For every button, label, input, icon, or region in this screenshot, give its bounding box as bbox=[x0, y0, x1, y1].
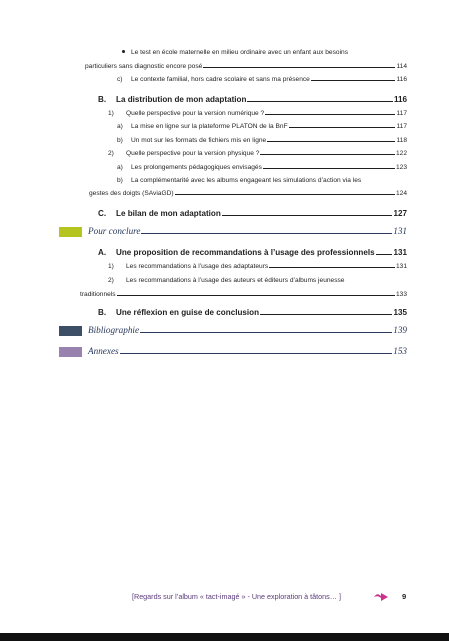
toc-page-number: 118 bbox=[396, 137, 407, 144]
toc-entry-complementarite[interactable] bbox=[117, 177, 361, 184]
toc-number: c) bbox=[117, 76, 123, 83]
toc-number: 1) bbox=[108, 263, 114, 270]
toc-label: Les recommandations à l’usage des auteurs et éditeurs d’albums jeunesse bbox=[126, 277, 345, 284]
toc-page-number: 124 bbox=[395, 190, 407, 197]
toc-label: La mise en ligne sur la plateforme PLATON de la BnF bbox=[131, 123, 288, 130]
toc-page-number: 122 bbox=[395, 150, 407, 157]
toc-entry-auteurs-editeurs-cont[interactable] bbox=[80, 291, 407, 298]
leader-line bbox=[263, 168, 395, 169]
leader-line bbox=[140, 332, 392, 333]
toc-number: a) bbox=[117, 123, 123, 130]
toc-page-number: 116 bbox=[393, 95, 407, 104]
toc-label: Quelle perspective pour la version numérique ? bbox=[126, 110, 265, 117]
toc-entry-adaptateurs[interactable] bbox=[108, 263, 407, 270]
toc-page-number: 139 bbox=[393, 325, 407, 335]
leader-line bbox=[222, 215, 393, 216]
bullet-icon bbox=[122, 50, 125, 53]
toc-page-number: 135 bbox=[393, 308, 407, 317]
leader-line bbox=[120, 353, 393, 354]
toc-number: 2) bbox=[108, 277, 114, 284]
leader-line bbox=[175, 194, 395, 195]
toc-page-number: 127 bbox=[393, 209, 407, 218]
toc-entry-platon[interactable] bbox=[117, 123, 407, 130]
leader-line bbox=[267, 141, 395, 142]
toc-label: Le contexte familial, hors cadre scolaire et sans ma présence bbox=[131, 76, 310, 83]
toc-entry-test-ecole-cont[interactable] bbox=[85, 63, 407, 70]
toc-entry-perspective-physique[interactable] bbox=[108, 150, 407, 157]
toc-number: a) bbox=[117, 164, 123, 171]
toc-number: b) bbox=[117, 137, 123, 144]
toc-entry-contexte-familial[interactable] bbox=[117, 76, 407, 83]
toc-page-number: 131 bbox=[393, 248, 407, 257]
toc-label: particuliers sans diagnostic encore posé bbox=[85, 63, 203, 70]
toc-label: Bibliographie bbox=[88, 325, 140, 335]
toc-number: B. bbox=[98, 308, 107, 317]
toc-entry-test-ecole[interactable] bbox=[122, 49, 348, 56]
toc-entry-bilan[interactable] bbox=[98, 209, 407, 218]
page-number: 9 bbox=[402, 592, 407, 601]
toc-number: 2) bbox=[108, 150, 114, 157]
toc-label: Les prolongements pédagogiques envisagés bbox=[131, 164, 262, 171]
toc-number: B. bbox=[98, 95, 107, 104]
leader-line bbox=[265, 114, 395, 115]
leader-line bbox=[260, 154, 395, 155]
toc-part-bibliographie[interactable] bbox=[88, 325, 407, 335]
leader-line bbox=[269, 267, 395, 268]
part-color-swatch bbox=[59, 227, 82, 237]
toc-number: b) bbox=[117, 177, 123, 184]
toc-label: La distribution de mon adaptation bbox=[116, 95, 247, 104]
toc-page-number: 116 bbox=[396, 76, 407, 83]
toc-entry-formats[interactable] bbox=[117, 137, 407, 144]
leader-line bbox=[203, 67, 395, 68]
toc-entry-perspective-numerique[interactable] bbox=[108, 110, 407, 117]
toc-entry-distribution[interactable] bbox=[98, 95, 407, 104]
toc-page-number: 123 bbox=[395, 164, 407, 171]
toc-page-number: 114 bbox=[396, 63, 407, 70]
toc-label: La complémentarité avec les albums engageant les simulations d’action via les bbox=[131, 177, 362, 184]
toc-label: Le test en école maternelle en milieu ordinaire avec un enfant aux besoins bbox=[131, 49, 348, 56]
toc-number: 1) bbox=[108, 110, 114, 117]
page-footer-title: [Regards sur l’album « tact-imagé » - Une exploration à tâtons… ] bbox=[132, 592, 341, 601]
toc-label: Une proposition de recommandations à l’usage des professionnels bbox=[116, 248, 375, 257]
toc-label: Pour conclure bbox=[88, 226, 141, 236]
toc-entry-prolongements[interactable] bbox=[117, 164, 407, 171]
toc-page-number: 131 bbox=[395, 263, 407, 270]
toc-entry-reflexion[interactable] bbox=[98, 308, 407, 317]
toc-part-annexes[interactable] bbox=[88, 346, 407, 356]
toc-page-number: 131 bbox=[393, 226, 407, 236]
part-color-swatch bbox=[59, 326, 82, 336]
leader-line bbox=[260, 314, 392, 315]
toc-page-number: 153 bbox=[393, 346, 407, 356]
leader-line bbox=[247, 101, 393, 102]
toc-label: Une réflexion en guise de conclusion bbox=[116, 308, 260, 317]
toc-entry-complementarite-cont[interactable] bbox=[89, 190, 407, 197]
toc-number: A. bbox=[98, 248, 107, 257]
part-color-swatch bbox=[59, 347, 82, 357]
toc-label: Les recommandations à l’usage des adaptateurs bbox=[126, 263, 269, 270]
leader-line bbox=[117, 295, 395, 296]
toc-entry-auteurs-editeurs[interactable] bbox=[108, 277, 344, 284]
leader-line bbox=[141, 233, 392, 234]
toc-label: Un mot sur les formats de fichiers mis en ligne bbox=[131, 137, 267, 144]
toc-number: C. bbox=[98, 209, 107, 218]
toc-page-number: 117 bbox=[396, 110, 407, 117]
toc-label: traditionnels bbox=[80, 291, 116, 298]
toc-label: Le bilan de mon adaptation bbox=[116, 209, 221, 218]
toc-page-number: 133 bbox=[395, 291, 407, 298]
leader-line bbox=[376, 254, 393, 255]
leader-line bbox=[289, 127, 396, 128]
toc-label: Quelle perspective pour la version physique ? bbox=[126, 150, 260, 157]
toc-page-number: 117 bbox=[396, 123, 407, 130]
toc-entry-recommandations[interactable] bbox=[98, 248, 407, 257]
leader-line bbox=[311, 80, 396, 81]
pink-arrow-icon bbox=[373, 590, 389, 602]
toc-part-pour-conclure[interactable] bbox=[88, 226, 407, 236]
toc-label: Annexes bbox=[88, 346, 119, 356]
page-bottom-edge bbox=[0, 633, 449, 641]
toc-label: gestes des doigts (SAviaGD) bbox=[89, 190, 174, 197]
